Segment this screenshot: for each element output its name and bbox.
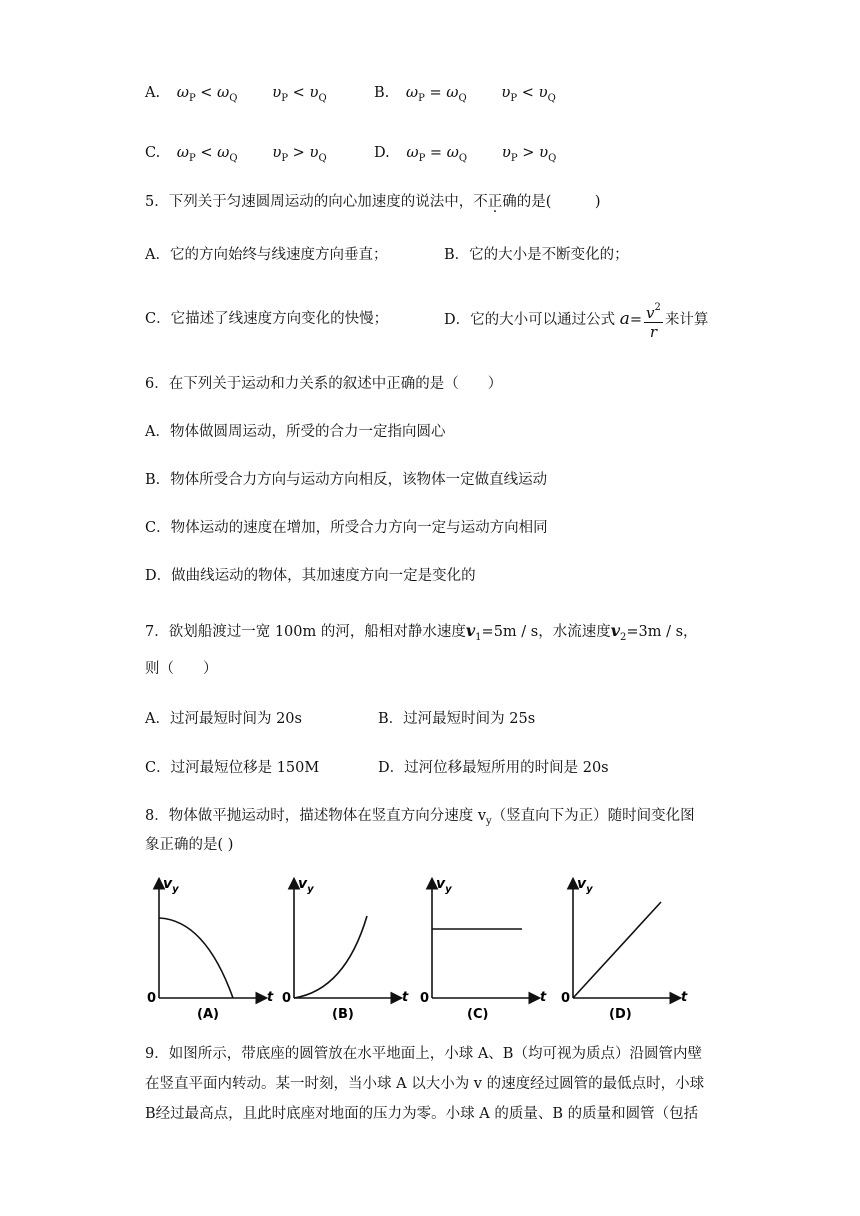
- q4-option-a: A. $\omega_P < \omega_Q$ $\upsilon_P < \upsilon_Q$: [145, 83, 327, 104]
- q7-stem-line2: 则（ ）: [145, 661, 218, 677]
- q7-option-b: B．过河最短时间为 25s: [378, 711, 536, 727]
- graph-d-origin: 0: [561, 991, 571, 1006]
- graph-a: [147, 876, 274, 1020]
- graph-d-line: [573, 902, 661, 998]
- q5-option-c: C．它描述了线速度方向变化的快慢；: [145, 311, 389, 327]
- graph-c-ylabel: $v_y$: [436, 876, 452, 895]
- q5-option-a: A．它的方向始终与线速度方向垂直；: [145, 247, 388, 263]
- q6-option-c: C．物体运动的速度在增加，所受合力方向一定与运动方向相同: [145, 520, 548, 536]
- q4-option-c: C. $\omega_P < \omega_Q$ $\upsilon_P > \upsilon_Q$: [145, 143, 327, 164]
- graph-d-ylabel: $v_y$: [577, 876, 593, 895]
- graph-b-ylabel: $v_y$: [298, 876, 314, 895]
- q4-option-b: B. $\omega_P = \omega_Q$ $\upsilon_P < \upsilon_Q$: [374, 83, 556, 104]
- q4-option-d: D. $\omega_P = \omega_Q$ $\upsilon_P > \upsilon_Q$: [374, 143, 557, 164]
- graph-a-xlabel: t: [267, 990, 274, 1005]
- graph-c-label: (C): [467, 1007, 489, 1020]
- q6-stem: 6．在下列关于运动和力关系的叙述中正确的是（ ）: [145, 376, 503, 392]
- graph-a-curve: [159, 918, 233, 998]
- graph-b-xlabel: t: [402, 990, 409, 1005]
- q6-option-d: D．做曲线运动的物体，其加速度方向一定是变化的: [145, 568, 476, 584]
- q5-option-b: B．它的大小是不断变化的；: [444, 247, 629, 263]
- q9-line3: B经过最高点，且此时底座对地面的压力为零。小球 A 的质量、B 的质量和圆管（包括: [145, 1106, 699, 1122]
- q5-stem: 5．下列关于匀速圆周运动的向心加速度的说法中，不正确的是( ): [145, 194, 601, 210]
- q7-option-d: D．过河位移最短所用的时间是 20s: [378, 760, 609, 776]
- q9-line1: 9．如图所示，带底座的圆管放在水平地面上，小球 A、B（均可视为质点）沿圆管内壁: [145, 1046, 702, 1062]
- graph-c-origin: 0: [420, 991, 430, 1006]
- q5-emphasis: 不正确: [473, 194, 517, 210]
- graph-a-origin: 0: [147, 991, 157, 1006]
- graph-d: [561, 876, 688, 1020]
- graph-b: [282, 876, 409, 1020]
- graph-b-curve: [294, 916, 367, 998]
- q5-option-d: D．它的大小可以通过公式 a= $\frac{v^2}{r}$ 来计算: [444, 296, 708, 343]
- q6-option-a: A．物体做圆周运动，所受的合力一定指向圆心: [145, 424, 446, 440]
- q8-stem-line2: 象正确的是( ): [145, 837, 234, 853]
- q7-stem-line1: 7．欲划船渡过一宽 100m 的河，船相对静水速度$v_1=5m / s$，水流速度$v_2=3m / s$，: [145, 621, 698, 643]
- graph-c-xlabel: t: [540, 990, 547, 1005]
- q8-stem-line1: 8．物体做平抛运动时，描述物体在竖直方向分速度 $v_y$（竖直向下为正）随时间变化图: [145, 808, 695, 827]
- graph-a-ylabel: $v_y$: [163, 876, 179, 895]
- q5-formula-fraction: $\frac{v^2}{r}$: [644, 299, 663, 341]
- graph-a-label: (A): [197, 1007, 219, 1020]
- graph-c: [420, 876, 547, 1020]
- graph-d-label: (D): [609, 1007, 632, 1020]
- q6-option-b: B．物体所受合力方向与运动方向相反，该物体一定做直线运动: [145, 472, 548, 488]
- graph-b-origin: 0: [282, 991, 292, 1006]
- graph-b-label: (B): [332, 1007, 354, 1020]
- q8-graphs: [145, 870, 695, 1020]
- q7-option-c: C．过河最短位移是 150M: [145, 760, 320, 776]
- graph-d-xlabel: t: [681, 990, 688, 1005]
- q7-option-a: A．过河最短时间为 20s: [145, 711, 302, 727]
- q9-line2: 在竖直平面内转动。某一时刻，当小球 A 以大小为 v 的速度经过圆管的最低点时，小球: [145, 1076, 705, 1092]
